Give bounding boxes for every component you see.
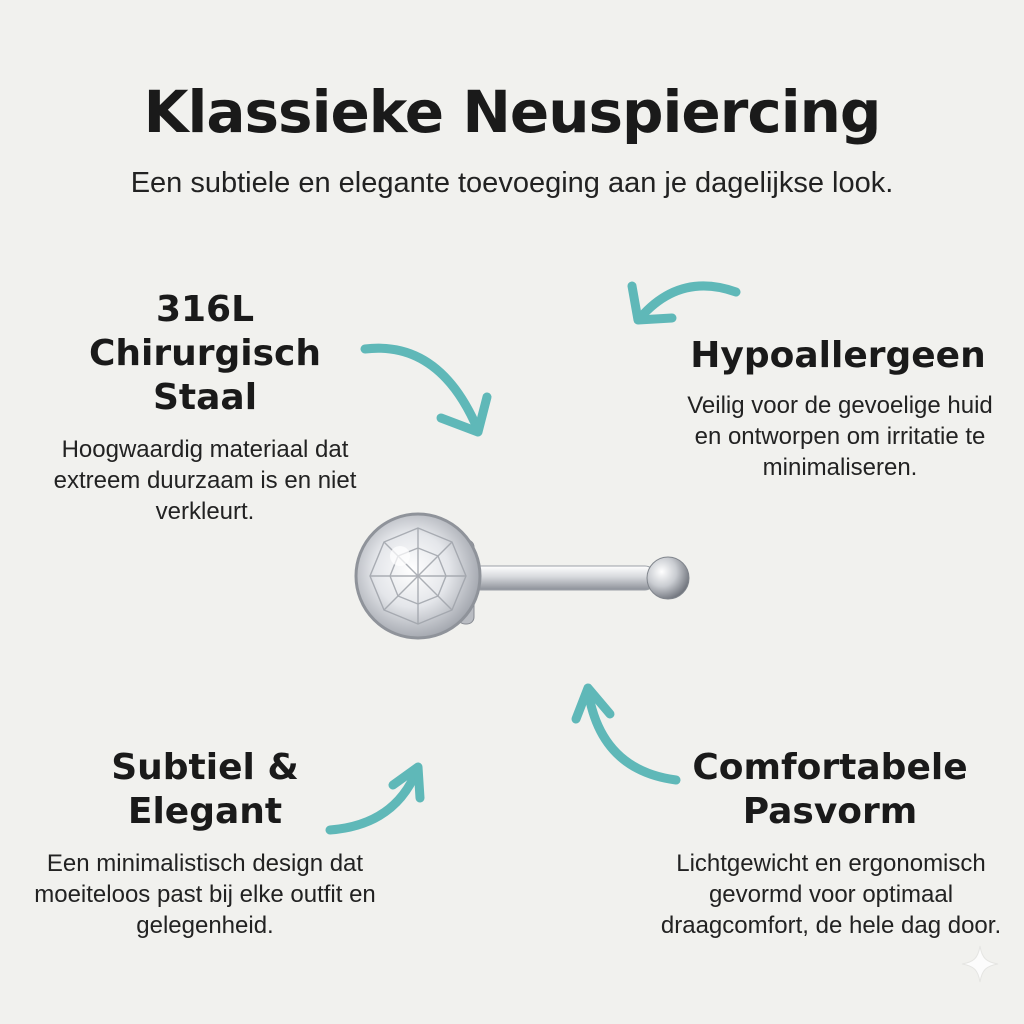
feature-heading-elegant: Subtiel & Elegant (111, 747, 299, 832)
curved-arrow-icon (365, 348, 487, 432)
sparkle-icon (960, 944, 1000, 984)
feature-heading-hypoallergenic: Hypoallergeen (690, 335, 986, 376)
curved-arrow-icon (330, 767, 420, 830)
feature-text-material: Hoogwaardig materiaal dat extreem duurzaam is en niet verkleurt. (53, 436, 357, 525)
feature-heading-comfort: Comfortabele Pasvorm (692, 747, 968, 832)
feature-text-elegant: Een minimalistisch design dat moeiteloos past bij elke outfit en gelegenheid. (34, 850, 376, 939)
feature-heading-material: 316L Chirurgisch Staal (88, 289, 322, 418)
page-subtitle: Een subtiele en elegante toevoeging aan je dagelijkse look. (130, 167, 894, 199)
feature-text-comfort: Lichtgewicht en ergonomisch gevormd voor optimaal draagcomfort, de hele dag door. (660, 850, 1002, 939)
nose-stud-image (356, 514, 689, 638)
curved-arrow-icon (576, 688, 676, 780)
page-title: Klassieke Neuspiercing (143, 78, 881, 146)
curved-arrow-icon (632, 286, 736, 320)
feature-text-hypoallergenic: Veilig voor de gevoelige huid en ontworpen om irritatie te minimaliseren. (687, 392, 993, 481)
